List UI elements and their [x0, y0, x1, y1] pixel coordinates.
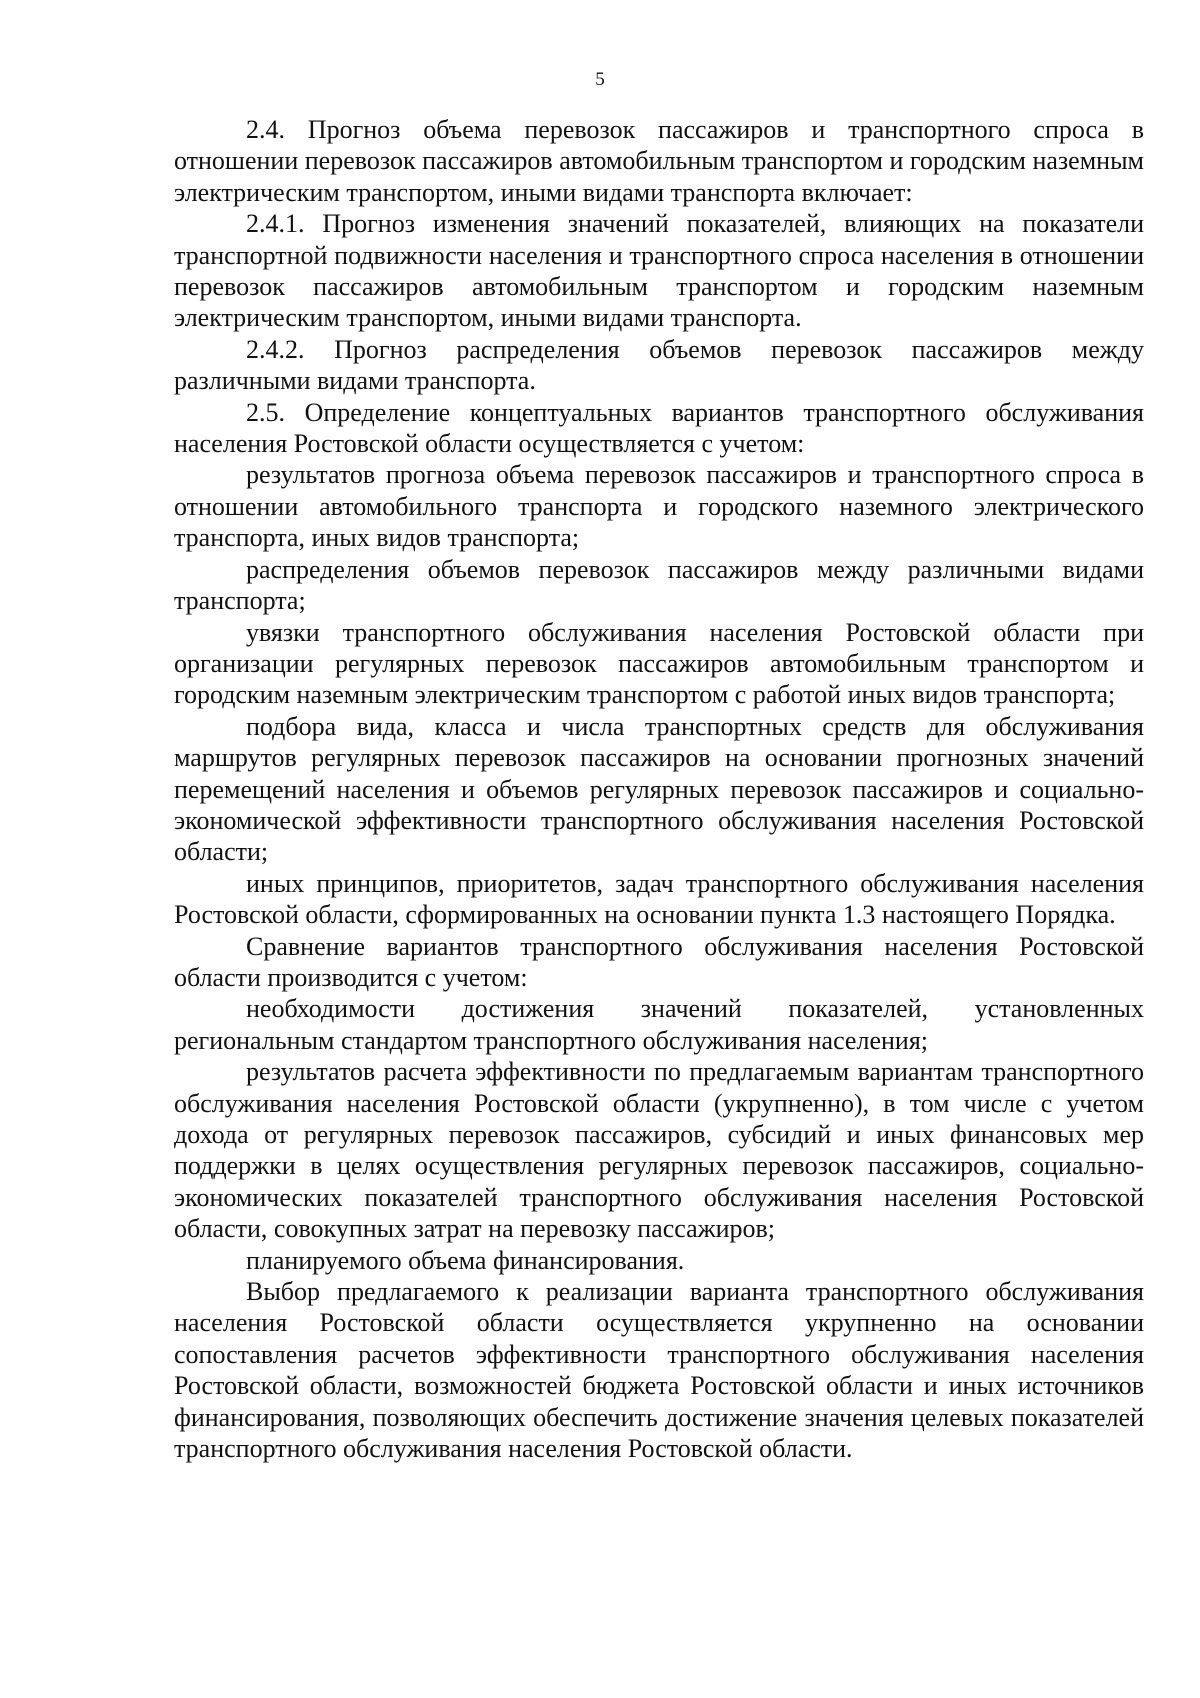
list-item-efficiency-results: результатов расчета эффективности по предлагаемым вариантам транспортного обслуживания населения Ростовской области (укрупненно), в том числе с учетом дохода от регулярных перевозок пассажиров, субсидий и иных финансовых мер поддержки в целях осуществления регулярных перевозок пассажиров, социально-экономических показателей транспортного обслуживания населения Ростовской области, совокупных затрат на перевозку пассажиров;: [174, 1057, 1144, 1244]
list-item-indicator-targets: необходимости достижения значений показателей, установленных региональным стандартом транспортного обслуживания населения;: [174, 994, 1144, 1055]
paragraph-variant-comparison: Сравнение вариантов транспортного обслуживания населения Ростовской области производится с учетом:: [174, 931, 1144, 992]
paragraph-2-4-1: 2.4.1. Прогноз изменения значений показателей, влияющих на показатели транспортной подвижности населения и транспортного спроса населения в отношении перевозок пассажиров автомобильным транспортом и городским наземным электрическим транспортом, иными видами транспорта.: [174, 209, 1144, 333]
list-item-service-linkage: увязки транспортного обслуживания населения Ростовской области при организации регулярных перевозок пассажиров автомобильным транспортом и городским наземным электрическим транспортом с работой иных видов транспорта;: [174, 617, 1144, 710]
document-body: [174, 114, 1144, 1464]
paragraph-2-4-2: 2.4.2. Прогноз распределения объемов перевозок пассажиров между различными видами транспорта.: [174, 334, 1144, 396]
list-item-vehicle-selection: подбора вида, класса и числа транспортных средств для обслуживания маршрутов регулярных перевозок пассажиров на основании прогнозных значений перемещений населения и объемов регулярных перевозок пассажиров и социально-экономической эффективности транспортного обслуживания населения Ростовской области;: [174, 711, 1144, 867]
list-item-other-principles: иных принципов, приоритетов, задач транспортного обслуживания населения Ростовской области, сформированных на основании пункта 1.3 настоящего Порядка.: [174, 868, 1144, 930]
paragraph-variant-selection: Выбор предлагаемого к реализации варианта транспортного обслуживания населения Ростовской области осуществляется укрупненно на основании сопоставления расчетов эффективности транспортного обслуживания населения Ростовской области, возможностей бюджета Ростовской области и иных источников финансирования, позволяющих обеспечить достижение значения целевых показателей транспортного обслуживания населения Ростовской области.: [174, 1277, 1144, 1464]
list-item-planned-funding: планируемого объема финансирования.: [246, 1245, 685, 1275]
paragraph-2-5: 2.5. Определение концептуальных вариантов транспортного обслуживания населения Ростовской области осуществляется с учетом:: [174, 397, 1144, 459]
list-item-volume-distribution: распределения объемов перевозок пассажиров между различными видами транспорта;: [174, 554, 1144, 616]
paragraph-2-4: 2.4. Прогноз объема перевозок пассажиров и транспортного спроса в отношении перевозок пассажиров автомобильным транспортом и городским наземным электрическим транспортом, иными видами транспорта включает:: [174, 115, 1144, 207]
page-number: 5: [595, 69, 605, 90]
list-item-forecast-results: результатов прогноза объема перевозок пассажиров и транспортного спроса в отношении автомобильного транспорта и городского наземного электрического транспорта, иных видов транспорта;: [174, 460, 1144, 553]
